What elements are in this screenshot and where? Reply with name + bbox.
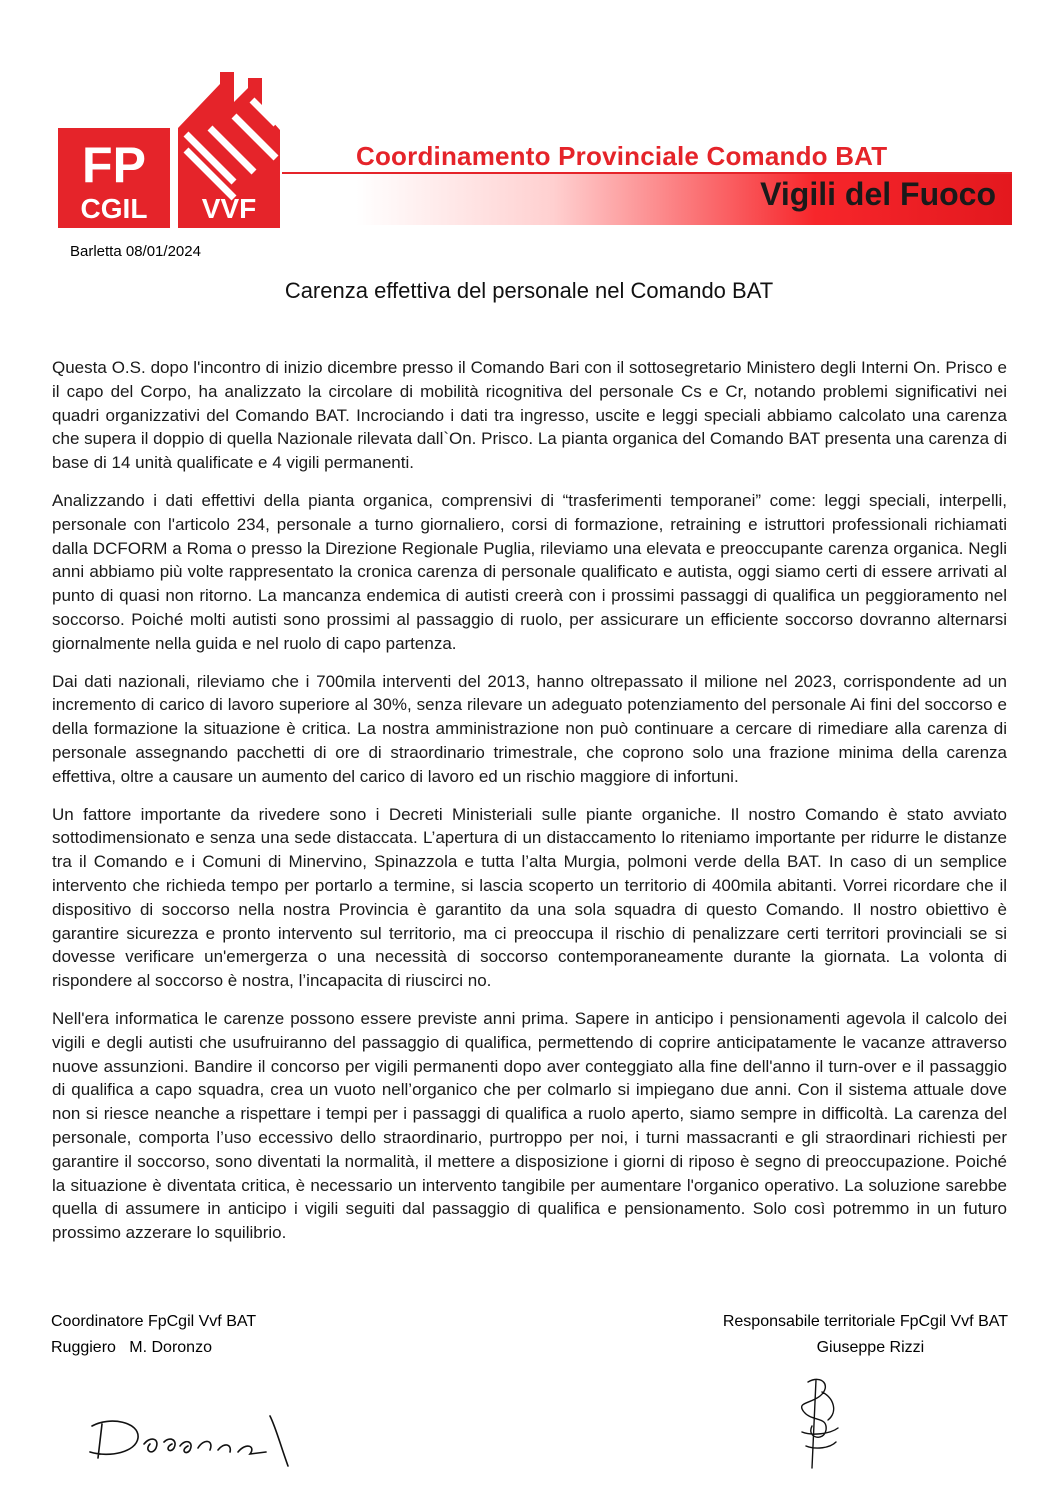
body-paragraph-4: Un fattore importante da rivedere sono i Decreti Ministeriali sulle piante organiche. Il nostro Comando è stato avviato sottodimensionato e senza una sede distaccata. L’apertura di un distaccamento lo riteniamo importante per ridurre le distanze tra il Comando e i Comuni di Minervino, Spinazzola e tutta l’alta Murgia, polmoni verde della BAT. In caso di un semplice intervento che richieda tempo per portarlo a termine, si lascia scoperto un territorio di 400mila abitanti. Vorrei ricordare che il dispositivo di soccorso nella nostra Provincia è garantito da una sola squadra di questo Comando. Il nostro obiettivo è garantire sicurezza e pronto intervento sul territorio, ma ci preoccupa il rischio di penalizzare certi territori provinciali se si dovesse verificare un'emergerza o una necessità di soccorso contemporaneamente durante la giornata. La volonta di rispondere al soccorso è nostra, l’incapacita di riuscirci no. <box>52 804 1007 991</box>
right-signatory-name: Giuseppe Rizzi <box>816 1339 925 1356</box>
letterhead-subtitle: Vigili del Fuoco <box>760 176 996 212</box>
body-paragraph-2: Analizzando i dati effettivi della pianta organica, comprensivi di “trasferimenti temporanei” come: leggi speciali, interpelli, personale con l'articolo 234, personale a turno giornaliero, corsi di formazione, retraining e istruttori professionali richiamati dalla DCFORM a Roma o presso la Direzione Regionale Puglia, rileviamo una elevata e preoccupante carenza organica. Negli anni abbiamo più volte rappresentato la cronica carenza di personale qualificato e autista, oggi siamo certi di essere arrivati al punto di quasi non ritorno. La mancanza endemica di autisti creerà con i prossimi passaggi di qualifica un peggioramento nel soccorso. Poiché molti autisti sono prossimi al passaggio di ruolo, per assicurare un efficiente soccorso dovranno alternarsi giornalmente nella guida e nel ruolo di capo partenza. <box>52 490 1007 653</box>
letterhead-title: Coordinamento Provinciale Comando BAT <box>356 141 888 171</box>
document-title: Carenza effettiva del personale nel Comando BAT <box>284 278 774 303</box>
fp-cgil-vvf-logo <box>58 72 280 228</box>
right-signatory-role: Responsabile territoriale FpCgil Vvf BAT <box>722 1313 1008 1330</box>
handwritten-signature-doronzo <box>80 1408 295 1468</box>
document-body <box>52 356 1007 1259</box>
logo-cgil-text: CGIL <box>80 193 148 224</box>
body-paragraph-1: Questa O.S. dopo l'incontro di inizio dicembre presso il Comando Bari con il sottosegretario Ministero degli Interni On. Prisco e il capo del Corpo, ha analizzato la circolare di mobilità ricognitiva del personale Cs e Cr, notando problemi significativi nei quadri organizzativi del Comando BAT. Incrociando i dati tra ingresso, uscite e leggi speciali abbiamo calcolato una carenza che supera il doppio di quella Nazionale rilevata dall`On. Prisco. La pianta organica del Comando BAT presenta una carenza di base di 14 unità qualificate e 4 vigili permanenti. <box>52 358 1007 473</box>
left-signatory-name: Ruggiero M. Doronzo <box>51 1339 212 1356</box>
left-signatory-role: Coordinatore FpCgil Vvf BAT <box>51 1313 257 1330</box>
signature-block-left <box>51 1309 256 1361</box>
body-paragraph-3: Dai dati nazionali, rileviamo che i 700mila interventi del 2013, hanno oltrepassato il milione nel 2023, corrispondente ad un incremento di carico di lavoro superiore al 30%, senza rilevare un adeguato potenziamento del personale Ai fini del soccorso e della formazione la situazione è critica. La nostra amministrazione non può continuare a cercare di rimediare alla carenza di personale assegnando pacchetti di ore di straordinario trimestrale, che coprono solo una frazione minima della carenza effettiva, oltre a causare un aumento del carico di lavoro ed un rischio maggiore di infortuni. <box>52 671 1007 786</box>
logo-vvf-text: VVF <box>201 193 257 224</box>
body-paragraph-5: Nell'era informatica le carenze possono essere previste anni prima. Sapere in anticipo i pensionamenti agevola il calcolo dei vigili e degli autisti che usufruiranno del passaggio di qualifica, permettendo di coprire anticipatamente le vacanze attraverso nuove assunzioni. Bandire il concorso per vigili permanenti dopo aver conteggiato alla fine dell'anno il turn-over e il passaggio di qualifica a capo squadra, crea un vuoto nell’organico che per colmarlo si impiegano due anni. Con il sistema attuale dove non si riesce neanche a rispettare i tempi per i passaggi di qualifica a ruolo aperto, siamo sempre in difficoltà. La carenza del personale, comporta l’uso eccessivo dello straordinario, purtroppo per noi, i turni massacranti e gli straordinari richiesti per garantire il soccorso, sono diventati la normalità, il mettere a disposizione i giorni di riposo è segno di preoccupazione. Poiché la situazione è diventata critica, è necessario un intervento tangibile per aumentare l'organico operativo. La soluzione sarebbe quella di assumere in anticipo i vigili seguiti dal passaggio di qualifica e pensionamento. Solo così potremmo in un futuro prossimo azzerare lo squilibrio. <box>52 1008 1007 1243</box>
logo-fp-text: FP <box>82 137 146 193</box>
document-date: Barletta 08/01/2024 <box>70 243 201 260</box>
signature-block-right <box>723 1309 1008 1361</box>
handwritten-signature-rizzi <box>782 1372 852 1470</box>
